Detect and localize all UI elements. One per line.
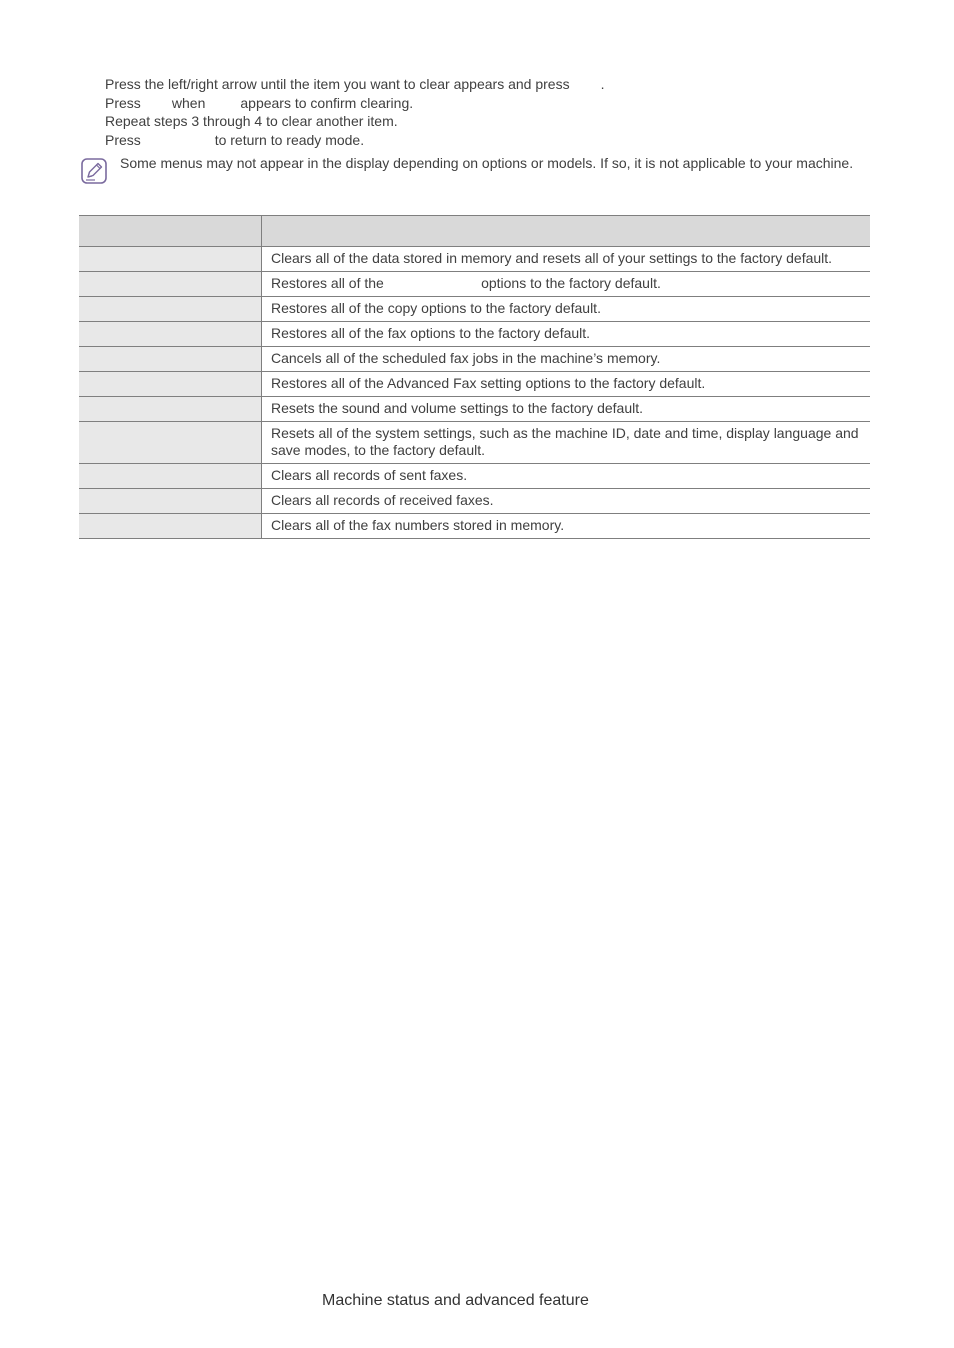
option-cell xyxy=(79,247,262,272)
description-cell: Resets the sound and volume settings to the factory default. xyxy=(262,397,871,422)
option-cell xyxy=(79,272,262,297)
option-cell xyxy=(79,422,262,464)
table-row xyxy=(79,489,870,514)
description-cell: Restores all of the Advanced Fax setting options to the factory default. xyxy=(262,372,871,397)
description-cell: Clears all records of sent faxes. xyxy=(262,464,871,489)
description-cell: Clears all of the data stored in memory and resets all of your settings to the factory default. xyxy=(262,247,871,272)
step-item: Press when appears to confirm clearing. xyxy=(105,94,414,111)
table-row xyxy=(79,247,870,272)
table-row xyxy=(79,297,870,322)
table-row xyxy=(79,372,870,397)
step-item: Press to return to ready mode. xyxy=(105,131,365,148)
header-option xyxy=(79,216,262,247)
table-row xyxy=(79,514,870,539)
option-cell xyxy=(79,347,262,372)
option-cell xyxy=(79,322,262,347)
table-row xyxy=(79,347,870,372)
option-cell xyxy=(79,397,262,422)
step-item: Press the left/right arrow until the item you want to clear appears and press . xyxy=(105,76,605,92)
table-row xyxy=(79,272,870,297)
description-cell: Clears all records of received faxes. xyxy=(262,489,871,514)
step-item: Repeat steps 3 through 4 to clear another item. xyxy=(105,113,398,129)
description-cell: Cancels all of the scheduled fax jobs in the machine’s memory. xyxy=(262,347,871,372)
description-cell: Restores all of the copy options to the factory default. xyxy=(262,297,871,322)
table-row xyxy=(79,464,870,489)
description-cell: Resets all of the system settings, such as the machine ID, date and time, display language and save modes, to the factory default. xyxy=(262,422,871,464)
step-list xyxy=(105,75,605,149)
header-description xyxy=(262,216,871,247)
options-table xyxy=(79,215,870,539)
note-pencil-icon xyxy=(80,157,108,185)
option-cell xyxy=(79,464,262,489)
description-cell: Restores all of the fax options to the factory default. xyxy=(262,322,871,347)
option-cell xyxy=(79,489,262,514)
table-header-row xyxy=(79,216,870,247)
option-cell xyxy=(79,297,262,322)
description-cell: Clears all of the fax numbers stored in memory. xyxy=(262,514,871,539)
option-cell xyxy=(79,372,262,397)
note-text: Some menus may not appear in the display depending on options or models. If so, it is not applicable to your machine. xyxy=(120,155,854,171)
table-row xyxy=(79,422,870,464)
page-footer: Machine status and advanced feature xyxy=(322,1292,589,1309)
table-row xyxy=(79,397,870,422)
option-cell xyxy=(79,514,262,539)
description-cell: Restores all of the options to the factory default. xyxy=(262,272,871,297)
table-row xyxy=(79,322,870,347)
